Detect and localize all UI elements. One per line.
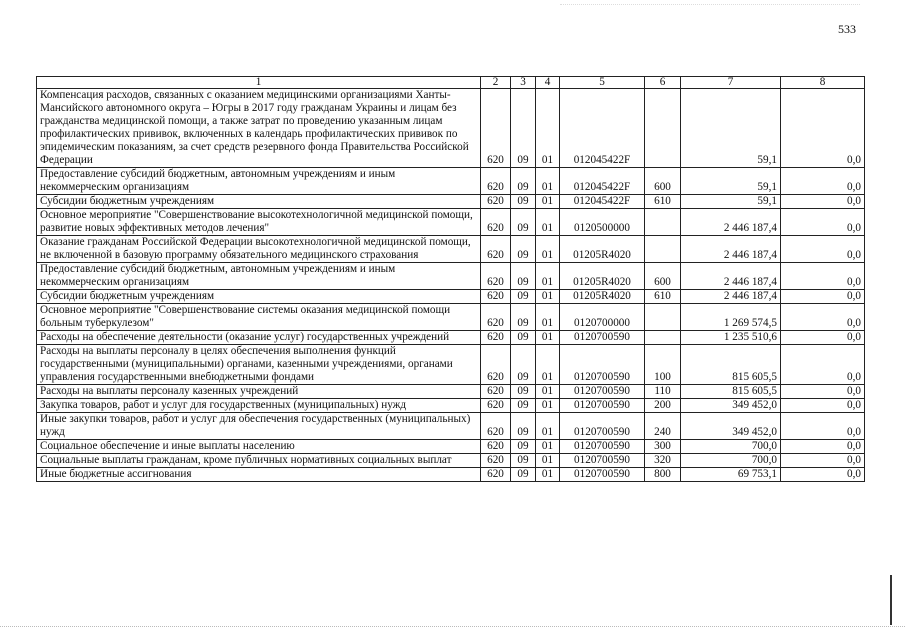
column-header: 1 [37, 77, 481, 89]
section-code-cell: 09 [511, 385, 536, 399]
subsection-code-cell: 01 [536, 263, 560, 290]
target-article-cell: 01205R4020 [560, 290, 645, 304]
section-code-cell: 09 [511, 195, 536, 209]
amount-2-cell: 0,0 [781, 304, 865, 331]
amount-2-cell: 0,0 [781, 413, 865, 440]
target-article-cell: 012045422F [560, 168, 645, 195]
ministry-code-cell: 620 [481, 209, 511, 236]
amount-cell: 59,1 [681, 195, 781, 209]
table-row [37, 236, 865, 263]
amount-2-cell: 0,0 [781, 89, 865, 168]
table-row [37, 304, 865, 331]
table-row [37, 399, 865, 413]
table-row [37, 263, 865, 290]
amount-cell: 815 605,5 [681, 385, 781, 399]
amount-cell: 2 446 187,4 [681, 236, 781, 263]
target-article-cell: 012045422F [560, 195, 645, 209]
ministry-code-cell: 620 [481, 454, 511, 468]
expense-type-cell: 610 [645, 290, 681, 304]
section-code-cell: 09 [511, 440, 536, 454]
table-header-row [37, 77, 865, 89]
ministry-code-cell: 620 [481, 290, 511, 304]
row-name-cell: Основное мероприятие "Совершенствование системы оказания медицинской помощи больным туберкулезом" [37, 304, 481, 331]
subsection-code-cell: 01 [536, 440, 560, 454]
amount-cell: 2 446 187,4 [681, 263, 781, 290]
section-code-cell: 09 [511, 331, 536, 345]
expense-type-cell [645, 209, 681, 236]
target-article-cell: 0120700590 [560, 440, 645, 454]
amount-cell: 815 605,5 [681, 345, 781, 385]
amount-2-cell: 0,0 [781, 345, 865, 385]
amount-cell: 1 269 574,5 [681, 304, 781, 331]
ministry-code-cell: 620 [481, 89, 511, 168]
row-name-cell: Предоставление субсидий бюджетным, автономным учреждениям и иным некоммерческим организациям [37, 263, 481, 290]
section-code-cell: 09 [511, 399, 536, 413]
amount-2-cell: 0,0 [781, 209, 865, 236]
amount-cell: 59,1 [681, 168, 781, 195]
amount-2-cell: 0,0 [781, 168, 865, 195]
section-code-cell: 09 [511, 290, 536, 304]
scan-edge-line [890, 575, 892, 625]
amount-cell: 349 452,0 [681, 413, 781, 440]
amount-cell: 349 452,0 [681, 399, 781, 413]
table-row [37, 440, 865, 454]
amount-2-cell: 0,0 [781, 290, 865, 304]
column-header: 4 [536, 77, 560, 89]
section-code-cell: 09 [511, 413, 536, 440]
table-row [37, 331, 865, 345]
amount-2-cell: 0,0 [781, 331, 865, 345]
target-article-cell: 0120700590 [560, 468, 645, 482]
expense-type-cell [645, 236, 681, 263]
amount-cell: 2 446 187,4 [681, 209, 781, 236]
section-code-cell: 09 [511, 236, 536, 263]
subsection-code-cell: 01 [536, 385, 560, 399]
ministry-code-cell: 620 [481, 468, 511, 482]
section-code-cell: 09 [511, 89, 536, 168]
scan-artifact-bottom [0, 626, 905, 628]
subsection-code-cell: 01 [536, 304, 560, 331]
table-row [37, 195, 865, 209]
amount-2-cell: 0,0 [781, 385, 865, 399]
expense-type-cell: 600 [645, 168, 681, 195]
expense-type-cell: 600 [645, 263, 681, 290]
table-row [37, 385, 865, 399]
column-header: 6 [645, 77, 681, 89]
section-code-cell: 09 [511, 345, 536, 385]
target-article-cell: 01205R4020 [560, 263, 645, 290]
ministry-code-cell: 620 [481, 195, 511, 209]
row-name-cell: Расходы на выплаты персоналу казенных учреждений [37, 385, 481, 399]
target-article-cell: 0120500000 [560, 209, 645, 236]
expense-type-cell: 200 [645, 399, 681, 413]
amount-2-cell: 0,0 [781, 195, 865, 209]
subsection-code-cell: 01 [536, 468, 560, 482]
subsection-code-cell: 01 [536, 454, 560, 468]
ministry-code-cell: 620 [481, 168, 511, 195]
table-row [37, 468, 865, 482]
section-code-cell: 09 [511, 304, 536, 331]
section-code-cell: 09 [511, 454, 536, 468]
ministry-code-cell: 620 [481, 385, 511, 399]
column-header: 5 [560, 77, 645, 89]
ministry-code-cell: 620 [481, 236, 511, 263]
subsection-code-cell: 01 [536, 290, 560, 304]
section-code-cell: 09 [511, 263, 536, 290]
amount-cell: 700,0 [681, 440, 781, 454]
table-row [37, 345, 865, 385]
subsection-code-cell: 01 [536, 236, 560, 263]
target-article-cell: 01205R4020 [560, 236, 645, 263]
row-name-cell: Иные закупки товаров, работ и услуг для обеспечения государственных (муниципальных) нужд [37, 413, 481, 440]
row-name-cell: Расходы на выплаты персоналу в целях обеспечения выполнения функций государственными (муниципальными) органами, казенными учреждениями, органами управления государственными внебюджетными фондами [37, 345, 481, 385]
ministry-code-cell: 620 [481, 345, 511, 385]
section-code-cell: 09 [511, 468, 536, 482]
target-article-cell: 0120700590 [560, 385, 645, 399]
target-article-cell: 0120700000 [560, 304, 645, 331]
page-number: 533 [838, 22, 856, 36]
amount-2-cell: 0,0 [781, 399, 865, 413]
expense-type-cell: 800 [645, 468, 681, 482]
amount-2-cell: 0,0 [781, 454, 865, 468]
ministry-code-cell: 620 [481, 331, 511, 345]
row-name-cell: Субсидии бюджетным учреждениям [37, 290, 481, 304]
table-row [37, 454, 865, 468]
ministry-code-cell: 620 [481, 263, 511, 290]
expense-type-cell: 320 [645, 454, 681, 468]
amount-cell: 59,1 [681, 89, 781, 168]
target-article-cell: 0120700590 [560, 399, 645, 413]
target-article-cell: 0120700590 [560, 454, 645, 468]
amount-2-cell: 0,0 [781, 440, 865, 454]
expense-type-cell: 610 [645, 195, 681, 209]
row-name-cell: Компенсация расходов, связанных с оказанием медицинскими организациями Ханты-Мансийского автономного округа – Югры в 2017 году гражданам Украины и лицам без гражданства медицинской помощи, а также затрат по проведению указанным лицам профилактических прививок, включенных в календарь профилактических прививок по эпидемическим показаниям, за счет средств резервного фонда Правительства Российской Федерации [37, 89, 481, 168]
row-name-cell: Социальное обеспечение и иные выплаты населению [37, 440, 481, 454]
expense-type-cell: 300 [645, 440, 681, 454]
ministry-code-cell: 620 [481, 399, 511, 413]
ministry-code-cell: 620 [481, 413, 511, 440]
expense-type-cell: 110 [645, 385, 681, 399]
amount-cell: 2 446 187,4 [681, 290, 781, 304]
column-header: 3 [511, 77, 536, 89]
subsection-code-cell: 01 [536, 168, 560, 195]
column-header: 2 [481, 77, 511, 89]
ministry-code-cell: 620 [481, 304, 511, 331]
amount-cell: 1 235 510,6 [681, 331, 781, 345]
scan-artifact-top [560, 4, 860, 6]
row-name-cell: Социальные выплаты гражданам, кроме публичных нормативных социальных выплат [37, 454, 481, 468]
amount-2-cell: 0,0 [781, 468, 865, 482]
expense-type-cell: 100 [645, 345, 681, 385]
expense-type-cell [645, 331, 681, 345]
row-name-cell: Предоставление субсидий бюджетным, автономным учреждениям и иным некоммерческим организациям [37, 168, 481, 195]
subsection-code-cell: 01 [536, 89, 560, 168]
table-row [37, 290, 865, 304]
subsection-code-cell: 01 [536, 331, 560, 345]
target-article-cell: 0120700590 [560, 413, 645, 440]
expense-type-cell [645, 89, 681, 168]
amount-2-cell: 0,0 [781, 263, 865, 290]
expense-type-cell: 240 [645, 413, 681, 440]
column-header: 8 [781, 77, 865, 89]
table-row [37, 209, 865, 236]
amount-cell: 69 753,1 [681, 468, 781, 482]
budget-table [36, 76, 865, 482]
subsection-code-cell: 01 [536, 413, 560, 440]
target-article-cell: 0120700590 [560, 331, 645, 345]
row-name-cell: Расходы на обеспечение деятельности (оказание услуг) государственных учреждений [37, 331, 481, 345]
table-row [37, 413, 865, 440]
row-name-cell: Оказание гражданам Российской Федерации высокотехнологичной медицинской помощи, не включенной в базовую программу обязательного медицинского страхования [37, 236, 481, 263]
subsection-code-cell: 01 [536, 195, 560, 209]
table-row [37, 89, 865, 168]
row-name-cell: Субсидии бюджетным учреждениям [37, 195, 481, 209]
target-article-cell: 012045422F [560, 89, 645, 168]
table-row [37, 168, 865, 195]
subsection-code-cell: 01 [536, 209, 560, 236]
expense-type-cell [645, 304, 681, 331]
amount-cell: 700,0 [681, 454, 781, 468]
amount-2-cell: 0,0 [781, 236, 865, 263]
section-code-cell: 09 [511, 209, 536, 236]
ministry-code-cell: 620 [481, 440, 511, 454]
row-name-cell: Закупка товаров, работ и услуг для государственных (муниципальных) нужд [37, 399, 481, 413]
subsection-code-cell: 01 [536, 399, 560, 413]
row-name-cell: Основное мероприятие "Совершенствование высокотехнологичной медицинской помощи, развитие новых эффективных методов лечения" [37, 209, 481, 236]
target-article-cell: 0120700590 [560, 345, 645, 385]
section-code-cell: 09 [511, 168, 536, 195]
subsection-code-cell: 01 [536, 345, 560, 385]
column-header: 7 [681, 77, 781, 89]
row-name-cell: Иные бюджетные ассигнования [37, 468, 481, 482]
